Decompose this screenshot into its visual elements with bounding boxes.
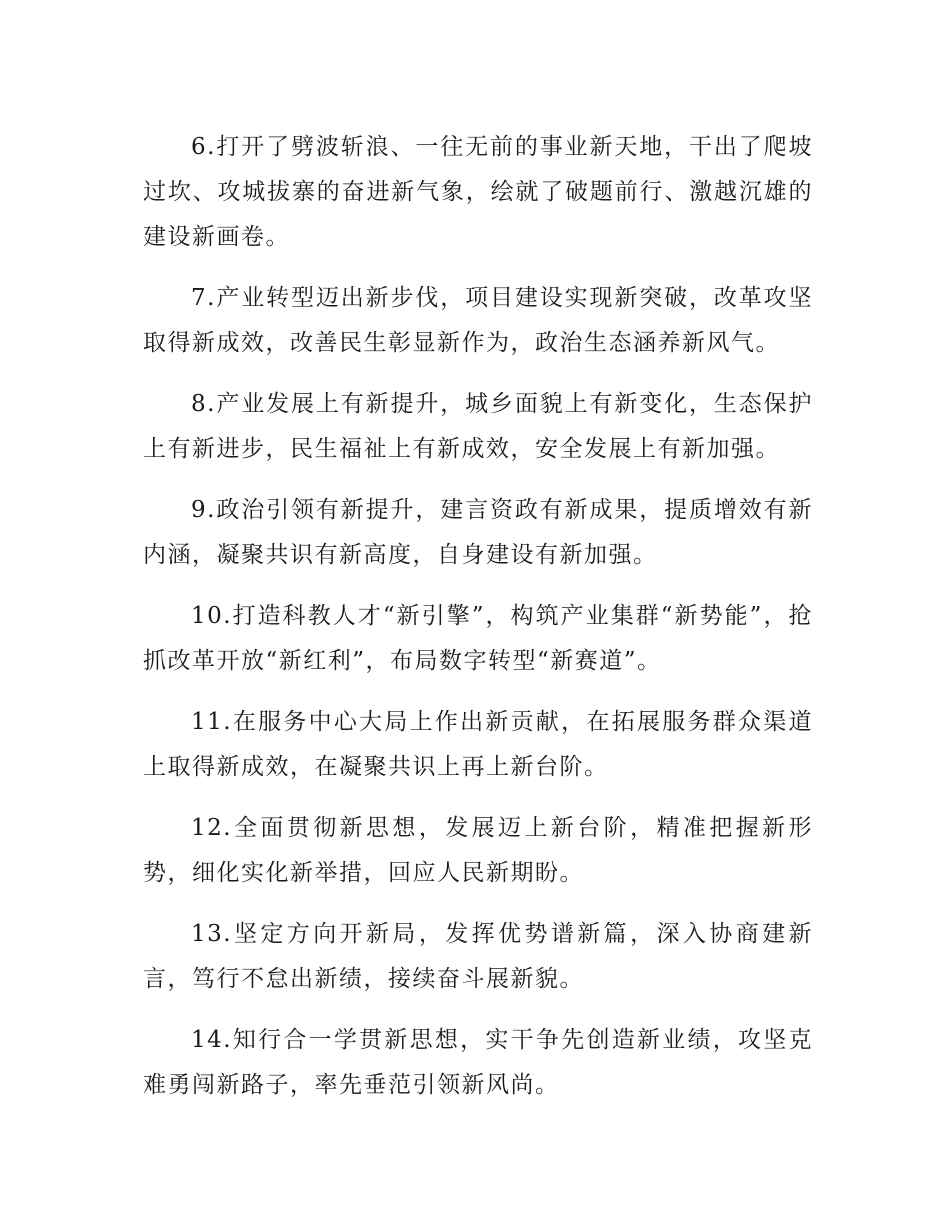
document-body [143, 125, 813, 1124]
paragraph-9: 9.政治引领有新提升，建言资政有新成果，提质增效有新内涵，凝聚共识有新高度，自身建设有新加强。 [143, 497, 813, 568]
paragraph-10: 10.打造科教人才“新引擎”，构筑产业集群“新势能”，抢抓改革开放“新红利”，布局数字转型“新赛道”。 [143, 603, 813, 674]
paragraph-14: 14.知行合一学贯新思想，实干争先创造新业绩，攻坚克难勇闯新路子，率先垂范引领新风尚。 [143, 1027, 813, 1098]
paragraph-12: 12.全面贯彻新思想，发展迈上新台阶，精准把握新形势，细化实化新举措，回应人民新期盼。 [143, 815, 813, 886]
paragraph-8: 8.产业发展上有新提升，城乡面貌上有新变化，生态保护上有新进步，民生福祉上有新成效，安全发展上有新加强。 [143, 391, 813, 462]
paragraph-11: 11.在服务中心大局上作出新贡献，在拓展服务群众渠道上取得新成效，在凝聚共识上再上新台阶。 [143, 709, 813, 780]
paragraph-6: 6.打开了劈波斩浪、一往无前的事业新天地，干出了爬坡过坎、攻城拔寨的奋进新气象，绘就了破题前行、激越沉雄的建设新画卷。 [143, 134, 813, 250]
paragraph-13: 13.坚定方向开新局，发挥优势谱新篇，深入协商建新言，笃行不怠出新绩，接续奋斗展新貌。 [143, 921, 813, 992]
paragraph-7: 7.产业转型迈出新步伐，项目建设实现新突破，改革攻坚取得新成效，改善民生彰显新作为，政治生态涵养新风气。 [143, 285, 813, 356]
